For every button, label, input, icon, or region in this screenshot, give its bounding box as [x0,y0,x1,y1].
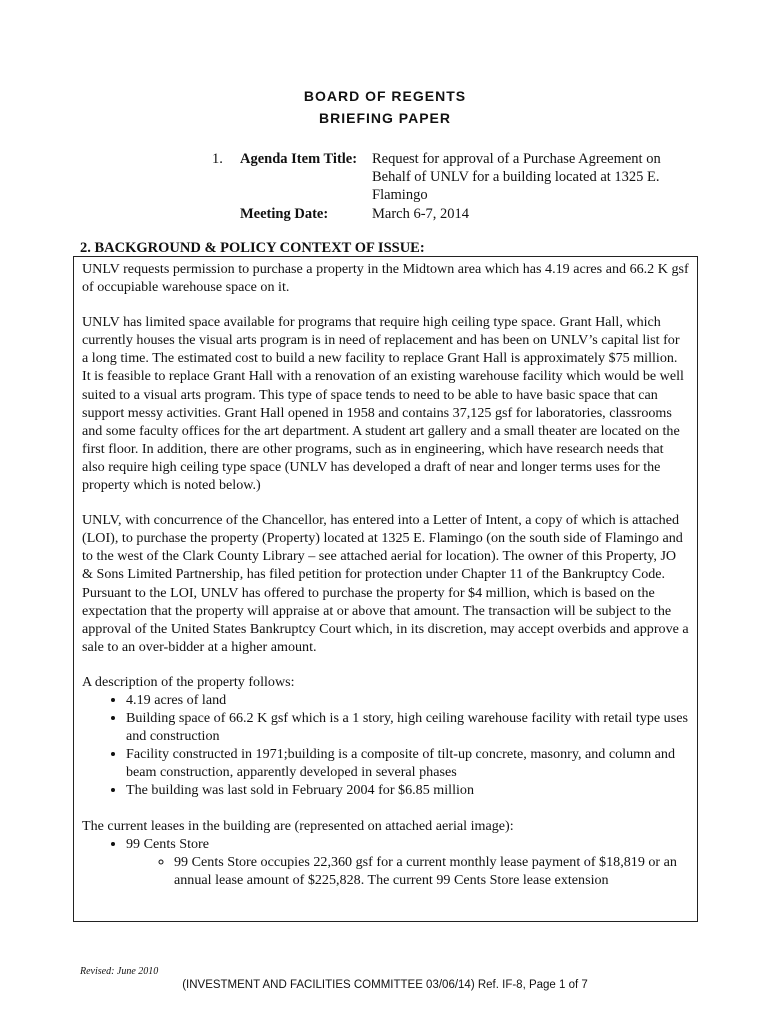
paragraph: UNLV, with concurrence of the Chancellor, has entered into a Letter of Intent, a copy of which is attached (LOI), to purchase the property (Property) located at 1325 E. Flamingo (on the south side of Flamingo and to the west of the Clark County Library – see attached aerial for location). The owner of this Property, JO & Sons Limited Partnership, has filed petition for protection under Chapter 11 of the Bankruptcy Code. Pursuant to the LOI, UNLV has offered to purchase the property for $4 million, which is based on the expectation that the property will appraise at or above that amount. The transaction will be subject to the approval of the United States Bankruptcy Court which, in its discretion, may accept overbids and approve a sale to an over-bidder at a higher amount. [82,512,689,655]
property-intro: A description of the property follows: [82,673,295,690]
meeting-date-label: Meeting Date: [240,206,329,222]
section-title: 2. BACKGROUND & POLICY CONTEXT OF ISSUE: [80,240,425,256]
background-box [73,256,698,922]
document-subtitle: BRIEFING PAPER [319,110,451,126]
leases-intro: The current leases in the building are (represented on attached aerial image): [82,817,514,834]
document-title: BOARD OF REGENTS [303,88,467,104]
list-item [126,835,689,889]
property-list [82,691,689,800]
agenda-block [212,150,692,223]
lease-list [82,835,689,889]
paragraph: UNLV has limited space available for programs that require high ceiling type space. Grant Hall, which currently houses the visual arts program is in need of replacement and has been on UNLV’s capital list for a long time. The estimated cost to build a new facility to replace Grant Hall is approximately $75 million. It is feasible to replace Grant Hall with a renovation of an existing warehouse facility which would be well suited to a visual arts program. This type of space tends to need to be able to have basic space that can support messy activities. Grant Hall opened in 1958 and contains 37,125 gsf for laboratories, classrooms and some faculty offices for the art department. A student art gallery and a small theater are located on the first floor. In addition, there are other programs, such as in engineering, which have research needs that also require high ceiling type space (UNLV has developed a draft of near and longer terms uses for the property which is noted below.) [82,314,684,494]
list-item: • The building was last sold in February 2004 for $6.85 million [126,781,689,799]
paragraph: UNLV requests permission to purchase a property in the Midtown area which has 4.19 acres and 66.2 K gsf of occupiable warehouse space on it. [82,261,689,296]
list-item: ◦ 99 Cents Store occupies 22,360 gsf for a current monthly lease payment of $18,819 or an annual lease amount of $225,828. The current 99 Cents Store lease extension [174,853,689,889]
meeting-date-value: March 6-7, 2014 [372,206,470,222]
agenda-number: 1. [212,151,223,167]
list-item: • Facility constructed in 1971;building is a composite of tilt-up concrete, masonry, and column and beam construction, apparently developed in several phases [126,745,689,781]
agenda-title-row [212,150,692,204]
page-footer: (INVESTMENT AND FACILITIES COMMITTEE 03/06/14) Ref. IF-8, Page 1 of 7 [182,979,588,991]
list-item: • Building space of 66.2 K gsf which is a 1 story, high ceiling warehouse facility with retail type uses and construction [126,709,689,745]
lease-sub-list [126,853,689,889]
revision-note: Revised: June 2010 [80,966,159,977]
list-item: • 4.19 acres of land [126,691,689,709]
lease-item-label: 99 Cents Store [126,835,209,852]
agenda-title-label: Agenda Item Title: [240,151,358,167]
meeting-date-row [212,205,692,223]
agenda-title-value: Request for approval of a Purchase Agreement on Behalf of UNLV for a building located at 1325 E. Flamingo [372,151,661,203]
